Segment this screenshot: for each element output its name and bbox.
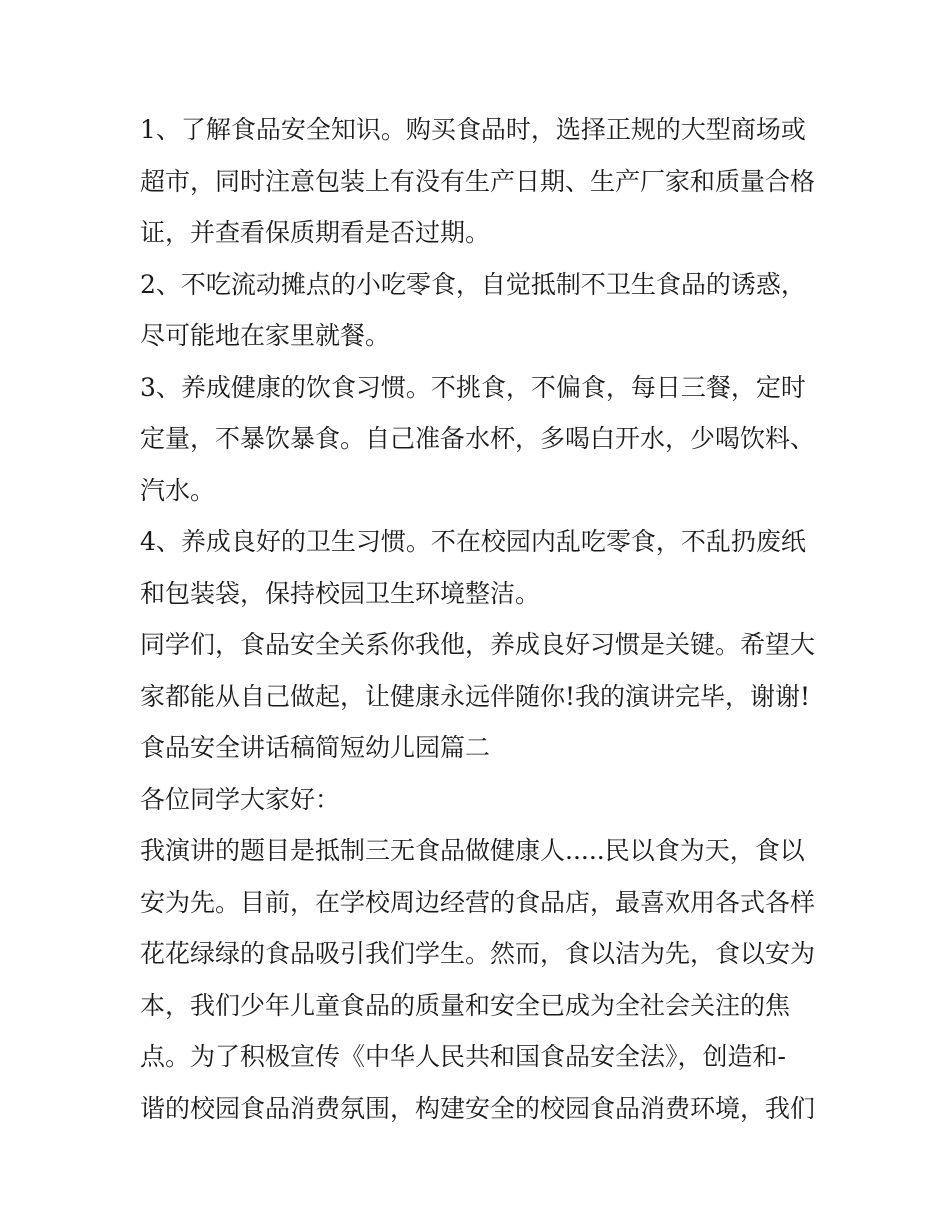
text-line: 本，我们少年儿童食品的质量和安全已成为全社会关注的焦 <box>140 990 791 1020</box>
text-line: 点。为了积极宣传《中华人民共和国食品安全法》，创造和- <box>140 1042 786 1071</box>
text-line: 2、不吃流动摊点的小吃零食，自觉抵制不卫生食品的诱惑， <box>140 269 806 299</box>
text-line: 4、养成良好的卫生习惯。不在校园内乱吃零食，不乱扔废纸 <box>140 527 806 556</box>
section-heading: 食品安全讲话稿简短幼儿园篇二 <box>140 733 491 762</box>
document-body <box>140 104 820 1134</box>
text-line: 我演讲的题目是抵制三无食品做健康人.....民以食为天，食以 <box>140 836 805 865</box>
text-line: 3、养成健康的饮食习惯。不挑食，不偏食，每日三餐，定时 <box>140 372 806 402</box>
text-line: 家都能从自己做起，让健康永远伴随你!我的演讲完毕，谢谢! <box>140 681 811 711</box>
text-line: 谐的校园食品消费氛围，构建安全的校园食品消费环境，我们 <box>140 1093 816 1123</box>
text-line: 定量，不暴饮暴食。自己准备水杯，多喝白开水，少喝饮料、 <box>140 424 816 453</box>
text-line: 超市，同时注意包装上有没有生产日期、生产厂家和质量合格 <box>140 166 816 196</box>
text-line: 花花绿绿的食品吸引我们学生。然而，食以洁为先，食以安为 <box>140 939 816 968</box>
text-line: 安为先。目前，在学校周边经营的食品店，最喜欢用各式各样 <box>140 887 816 917</box>
text-line: 尽可能地在家里就餐。 <box>140 321 391 350</box>
text-line: 证，并查看保质期看是否过期。 <box>140 218 491 247</box>
text-line: 和包装袋，保持校园卫生环境整洁。 <box>140 578 541 608</box>
greeting-line: 各位同学大家好： <box>140 784 341 814</box>
text-line: 汽水。 <box>140 475 216 505</box>
text-line: 同学们，食品安全关系你我他，养成良好习惯是关键。希望大 <box>140 630 816 659</box>
text-line: 1、了解食品安全知识。购买食品时，选择正规的大型商场或 <box>140 115 806 144</box>
